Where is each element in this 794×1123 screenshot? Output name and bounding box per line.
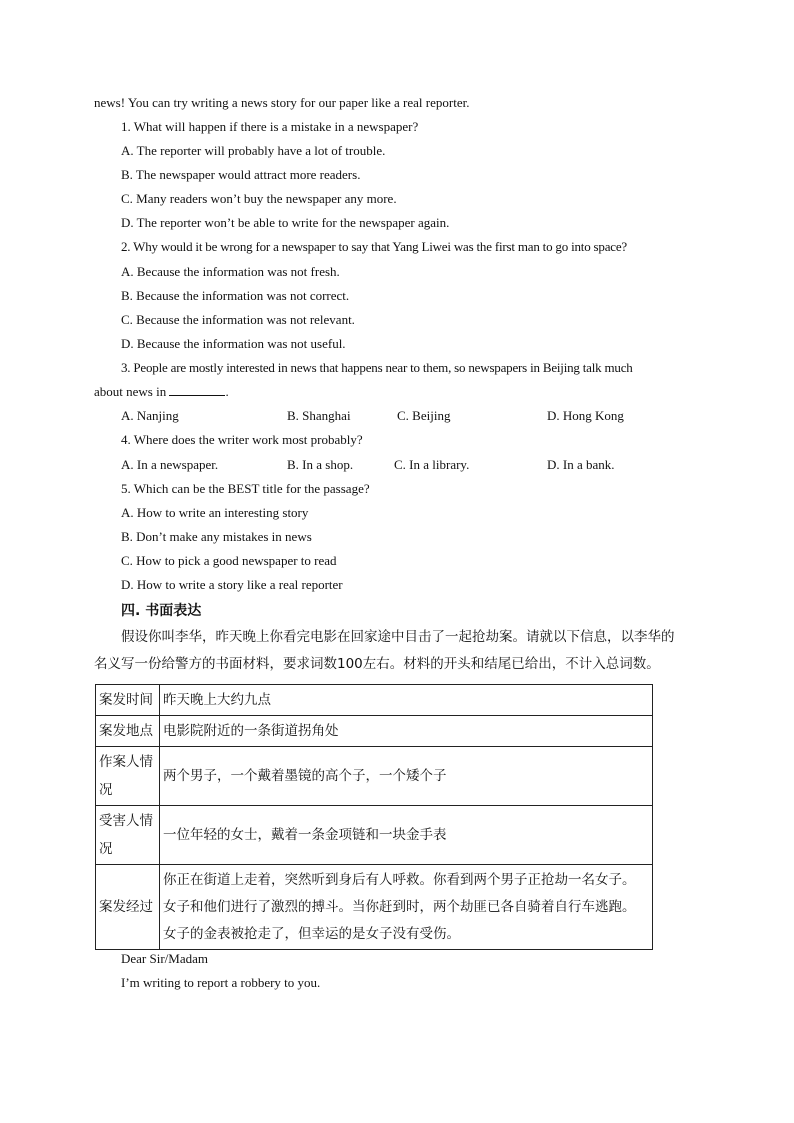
letter-salutation: Dear Sir/Madam — [121, 951, 209, 966]
incident-info-table — [95, 684, 653, 950]
table-value-cell: 一位年轻的女士，戴着一条金项链和一块金手表 — [160, 806, 653, 865]
question-1-option-b: B. The newspaper would attract more readers. — [121, 167, 361, 182]
question-2-option-b: B. Because the information was not correct. — [121, 288, 350, 303]
question-1-option-c: C. Many readers won’t buy the newspaper any more. — [121, 191, 397, 206]
question-2-option-a: A. Because the information was not fresh. — [121, 264, 340, 279]
question-5-option-d: D. How to write a story like a real reporter — [121, 577, 343, 592]
question-3-option-d: D. Hong Kong — [547, 408, 624, 423]
writing-prompt-line-1: 假设你叫李华，昨天晚上你看完电影在回家途中目击了一起抢劫案。请就以下信息，以李华的 — [121, 629, 675, 645]
table-row — [96, 747, 653, 806]
question-5-stem: 5. Which can be the BEST title for the passage? — [121, 481, 370, 496]
question-2-stem: 2. Why would it be wrong for a newspaper to say that Yang Liwei was the first man to go into space? — [121, 239, 627, 254]
table-key-cell: 作案人情 况 — [96, 747, 160, 806]
question-4-option-a: A. In a newspaper. — [121, 457, 219, 472]
passage-tail: news! You can try writing a news story for our paper like a real reporter. — [94, 95, 470, 110]
question-1-option-d: D. The reporter won’t be able to write for the newspaper again. — [121, 215, 450, 230]
question-1-stem: 1. What will happen if there is a mistake in a newspaper? — [121, 119, 419, 134]
writing-prompt-line-2: 名义写一份给警方的书面材料，要求词数100左右。材料的开头和结尾已给出，不计入总词数。 — [94, 656, 660, 672]
question-3-stem-continued: about news in . — [94, 384, 229, 399]
question-4-stem: 4. Where does the writer work most probably? — [121, 432, 363, 447]
question-3-stem: 3. People are mostly interested in news that happens near to them, so newspapers in Beijing talk much — [121, 360, 633, 375]
section-heading: 四. 书面表达 — [121, 603, 202, 619]
table-key-cell: 案发时间 — [96, 685, 160, 716]
table-key-cell: 受害人情 况 — [96, 806, 160, 865]
letter-opening: I’m writing to report a robbery to you. — [121, 975, 321, 990]
table-key-cell: 案发地点 — [96, 716, 160, 747]
table-row — [96, 716, 653, 747]
table-row — [96, 685, 653, 716]
table-key-cell: 案发经过 — [96, 865, 160, 950]
question-5-option-c: C. How to pick a good newspaper to read — [121, 553, 337, 568]
table-value-cell: 昨天晚上大约九点 — [160, 685, 653, 716]
question-2-option-d: D. Because the information was not useful. — [121, 336, 346, 351]
question-2-option-c: C. Because the information was not relevant. — [121, 312, 355, 327]
table-value-cell: 你正在街道上走着，突然听到身后有人呼救。你看到两个男子正抢劫一名女子。 女子和他们进行了激烈的搏斗。当你赶到时，两个劫匪已各自骑着自行车逃跑。 女子的金表被抢走了，但幸运的是女子没有受伤。 — [160, 865, 653, 950]
question-4-option-d: D. In a bank. — [547, 457, 615, 472]
table-value-cell: 两个男子，一个戴着墨镜的高个子，一个矮个子 — [160, 747, 653, 806]
table-row — [96, 865, 653, 950]
question-3-option-c: C. Beijing — [397, 408, 451, 423]
table-value-cell: 电影院附近的一条街道拐角处 — [160, 716, 653, 747]
table-row — [96, 806, 653, 865]
question-3-option-a: A. Nanjing — [121, 408, 179, 423]
question-4-option-b: B. In a shop. — [287, 457, 354, 472]
question-5-option-a: A. How to write an interesting story — [121, 505, 309, 520]
question-4-option-c: C. In a library. — [394, 457, 470, 472]
question-1-option-a: A. The reporter will probably have a lot of trouble. — [121, 143, 386, 158]
answer-blank — [169, 383, 225, 396]
question-5-option-b: B. Don’t make any mistakes in news — [121, 529, 312, 544]
question-3-option-b: B. Shanghai — [287, 408, 351, 423]
